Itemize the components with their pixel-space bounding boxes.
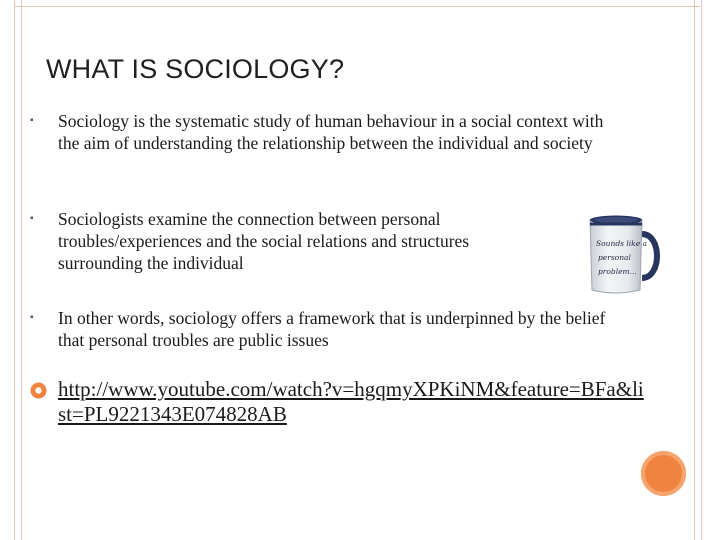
video-link-item: [30, 377, 650, 427]
slide-frame-right: [694, 0, 702, 540]
bullet-item: [30, 307, 620, 351]
slide-frame-left: [14, 0, 22, 540]
bullet-dot-icon: ▪: [30, 213, 34, 224]
bullet-dot-icon: ▪: [30, 115, 34, 126]
slide-title: WHAT IS SOCIOLOGY?: [46, 54, 345, 84]
bullet-text: Sociologists examine the connection between personal troubles/experiences and the social relations and structures surrounding the individual: [58, 209, 470, 273]
orange-circle-bullet-icon: [30, 382, 47, 399]
mug-caption: Sounds like a personal problem...: [596, 239, 647, 276]
bullet-item: [30, 208, 510, 274]
bullet-text: Sociology is the systematic study of human behaviour in a social context with the aim of understanding the relationship between the individual and society: [58, 111, 604, 153]
youtube-video-link[interactable]: http://www.youtube.com/watch?v=hgqmyXPKiNM&feature=BFa&list=PL9221343E074828AB: [58, 377, 644, 426]
bullet-text: In other words, sociology offers a framework that is underpinned by the belief that personal troubles are public issues: [58, 308, 606, 350]
decorative-orange-circle: [641, 451, 686, 496]
mug-image: [584, 212, 664, 298]
slide-frame-top: [14, 0, 700, 7]
bullet-item: [30, 110, 620, 154]
bullet-dot-icon: ▪: [30, 312, 34, 323]
